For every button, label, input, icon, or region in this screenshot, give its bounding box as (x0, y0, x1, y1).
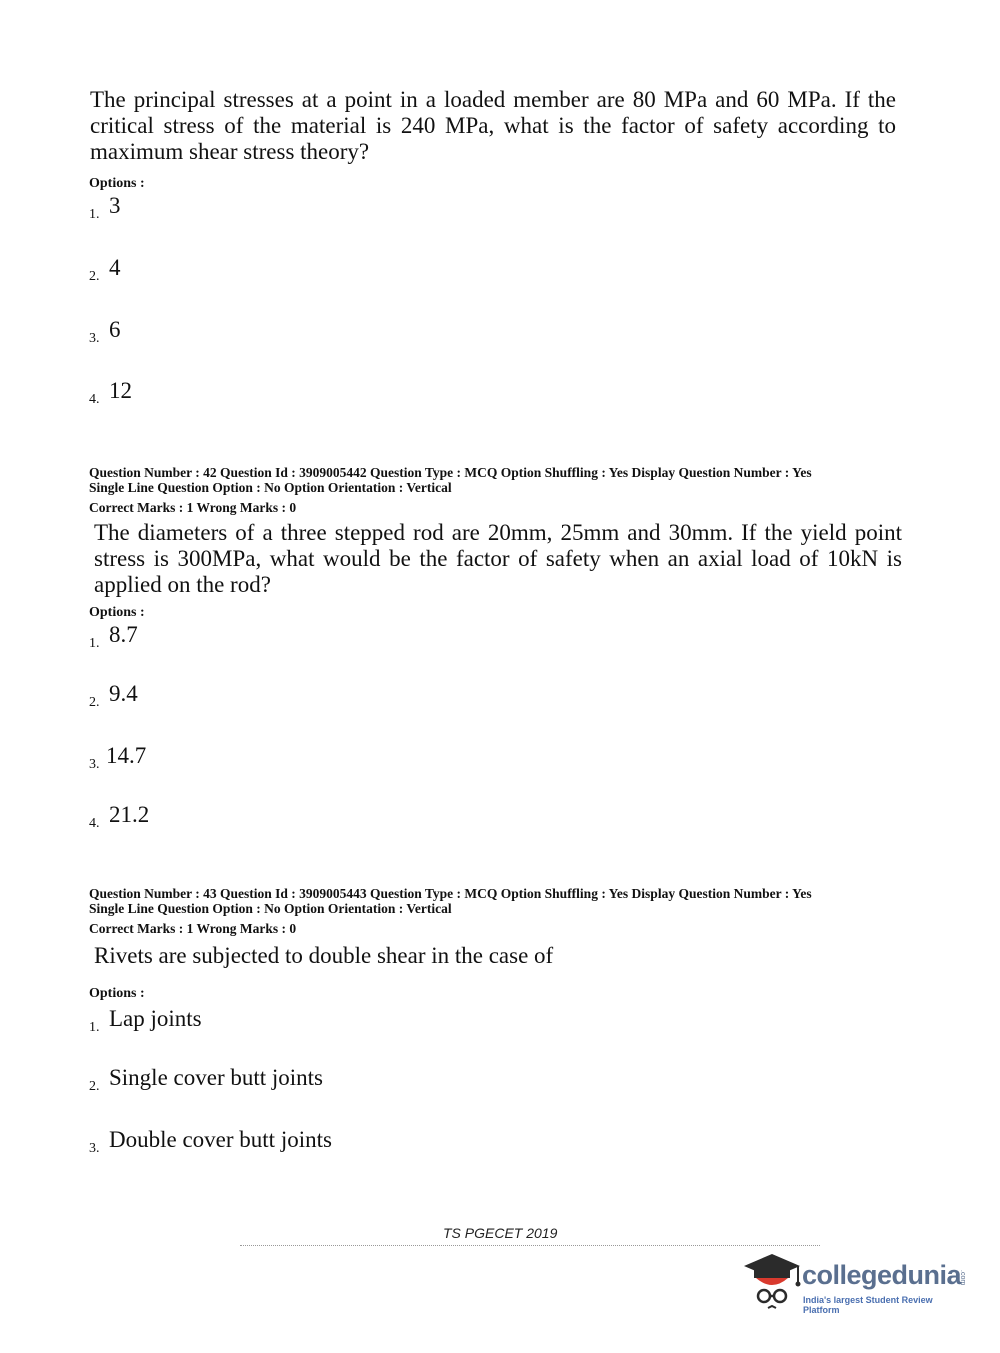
question-41-text: The principal stresses at a point in a loaded member are 80 MPa and 60 MPa. If the critical stress of the material is 240 MPa, what is the factor of safety according to maximum shear stress theory? (90, 87, 896, 164)
option-number: 1. (89, 1020, 100, 1035)
option-value: Double cover butt joints (109, 1127, 332, 1152)
q42-marks: Correct Marks : 1 Wrong Marks : 0 (89, 500, 297, 515)
question-42-text: The diameters of a three stepped rod are 20mm, 25mm and 30mm. If the yield point stress is 300MPa, what would be the factor of safety when an axial load of 10kN is applied on the rod? (94, 520, 902, 597)
option-number: 3. (89, 1141, 100, 1156)
option-number: 1. (89, 207, 100, 222)
q42-option-1[interactable] (89, 622, 689, 652)
option-number: 2. (89, 695, 100, 710)
q42-option-2[interactable] (89, 681, 689, 711)
q43-meta-line1: Question Number : 43 Question Id : 3909005443 Question Type : MCQ Option Shuffling : Yes Display Question Number : Yes (89, 886, 812, 901)
question-43-text: Rivets are subjected to double shear in the case of (94, 943, 554, 968)
option-number: 3. (89, 757, 100, 772)
q43-option-3[interactable] (89, 1127, 689, 1157)
q42-meta-line2: Single Line Question Option : No Option Orientation : Vertical (89, 480, 452, 495)
q43-option-1[interactable] (89, 1006, 689, 1036)
graduate-cap-icon (740, 1248, 802, 1310)
logo-wordmark: collegedunia (802, 1260, 962, 1290)
options-label: Options : (89, 176, 145, 191)
footer-exam-name: TS PGECET 2019 (443, 1225, 558, 1241)
option-value: 3 (109, 193, 121, 218)
option-number: 4. (89, 392, 100, 407)
logo-suffix: .com (959, 1270, 966, 1286)
option-value: 21.2 (109, 802, 150, 827)
option-number: 4. (89, 816, 100, 831)
q42-option-4[interactable] (89, 802, 689, 832)
q41-option-3[interactable] (89, 317, 689, 347)
option-value: Single cover butt joints (109, 1065, 324, 1090)
q41-option-4[interactable] (89, 378, 689, 408)
option-value: 8.7 (109, 622, 138, 647)
option-number: 1. (89, 636, 100, 651)
option-number: 3. (89, 331, 100, 346)
footer-divider (240, 1245, 820, 1246)
option-value: 9.4 (109, 681, 138, 706)
option-number: 2. (89, 1079, 100, 1094)
options-label: Options : (89, 605, 145, 620)
option-value: 14.7 (106, 743, 147, 768)
q43-meta-line2: Single Line Question Option : No Option Orientation : Vertical (89, 901, 452, 916)
logo-tagline: India's largest Student Review Platform (803, 1295, 933, 1315)
options-label: Options : (89, 986, 145, 1001)
q43-marks: Correct Marks : 1 Wrong Marks : 0 (89, 921, 297, 936)
q41-option-1[interactable] (89, 193, 689, 223)
option-value: 4 (109, 255, 121, 280)
q42-option-3[interactable] (89, 743, 689, 773)
collegedunia-logo (740, 1248, 970, 1315)
q41-option-2[interactable] (89, 255, 689, 285)
option-number: 2. (89, 269, 100, 284)
q42-meta-line1: Question Number : 42 Question Id : 3909005442 Question Type : MCQ Option Shuffling : Yes Display Question Number : Yes (89, 465, 812, 480)
option-value: 6 (109, 317, 121, 342)
option-value: Lap joints (109, 1006, 202, 1031)
option-value: 12 (109, 378, 132, 403)
q43-option-2[interactable] (89, 1065, 689, 1095)
